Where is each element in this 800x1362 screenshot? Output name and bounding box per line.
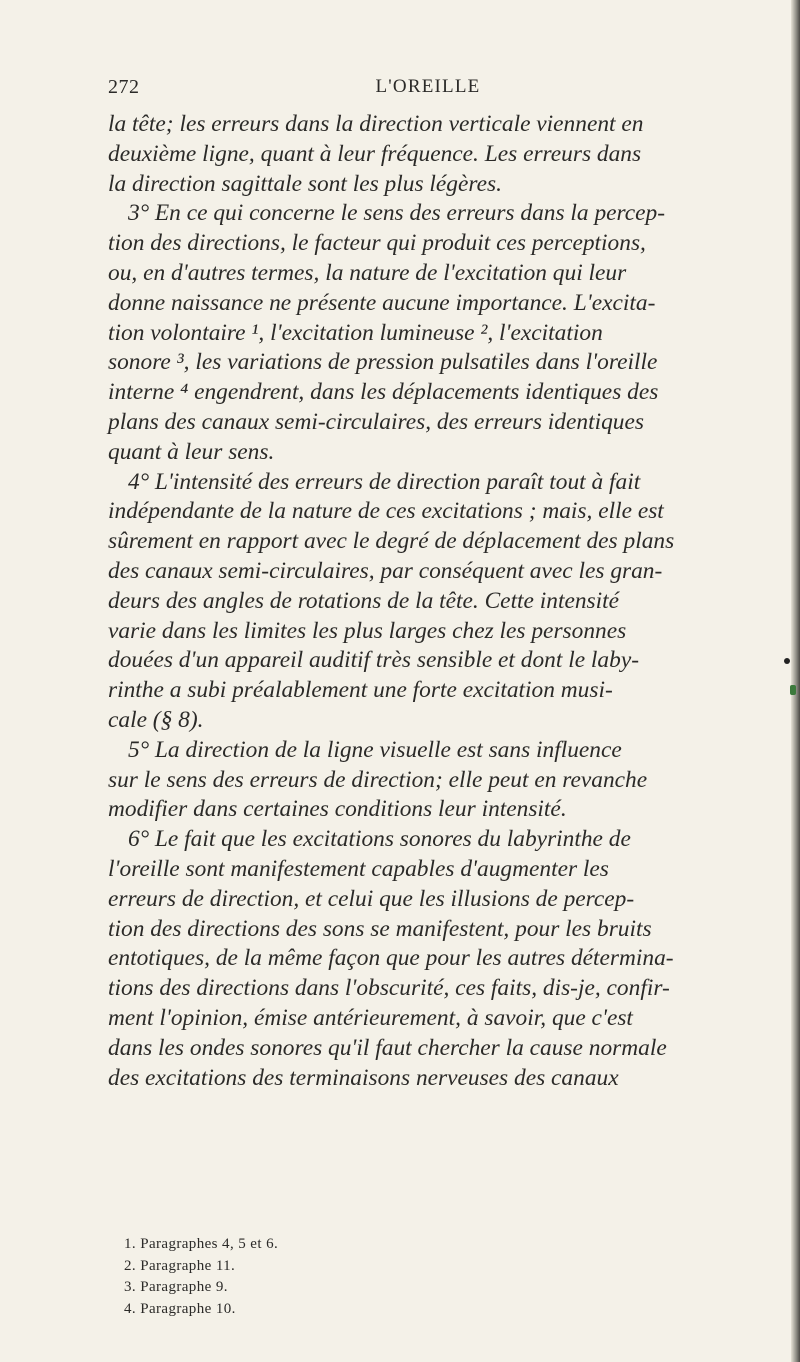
- footnote: 3. Paragraphe 9.: [124, 1279, 228, 1296]
- text-line: quant à leur sens.: [108, 438, 275, 465]
- text-line: sur le sens des erreurs de direction; elle peut en revanche: [108, 766, 648, 793]
- text-line: l'oreille sont manifestement capables d'augmenter les: [108, 855, 609, 882]
- text-line: tion volontaire ¹, l'excitation lumineuse ², l'excitation: [108, 319, 603, 346]
- ink-speck: [784, 658, 790, 664]
- text-line: cale (§ 8).: [108, 706, 204, 733]
- text-line: 5° La direction de la ligne visuelle est sans influence: [128, 736, 622, 763]
- text-line: 4° L'intensité des erreurs de direction paraît tout à fait: [128, 468, 641, 495]
- text-line: des canaux semi-circulaires, par conséquent avec les gran-: [108, 557, 663, 584]
- text-line: tion des directions, le facteur qui produit ces perceptions,: [108, 230, 646, 257]
- page-header: [108, 76, 748, 100]
- text-line: douées d'un appareil auditif très sensible et dont le laby-: [108, 647, 639, 674]
- text-line: donne naissance ne présente aucune importance. L'excita-: [108, 289, 656, 316]
- footnote: 2. Paragraphe 11.: [124, 1257, 236, 1274]
- body-text: [108, 110, 768, 1093]
- margin-mark: [790, 685, 796, 695]
- text-line: sonore ³, les variations de pression pulsatiles dans l'oreille: [108, 349, 658, 376]
- text-line: la direction sagittale sont les plus légères.: [108, 170, 502, 197]
- footnote: 1. Paragraphes 4, 5 et 6.: [124, 1236, 279, 1252]
- text-line: indépendante de la nature de ces excitations ; mais, elle est: [108, 498, 664, 525]
- running-title: L'OREILLE: [375, 76, 481, 97]
- text-line: deuxième ligne, quant à leur fréquence. Les erreurs dans: [108, 140, 642, 167]
- text-line: plans des canaux semi-circulaires, des erreurs identiques: [108, 408, 644, 435]
- page-edge: [791, 0, 800, 1362]
- text-line: erreurs de direction, et celui que les illusions de percep-: [108, 885, 635, 912]
- text-line: deurs des angles de rotations de la tête. Cette intensité: [108, 587, 620, 614]
- text-line: 6° Le fait que les excitations sonores du labyrinthe de: [128, 826, 631, 853]
- text-line: rinthe a subi préalablement une forte excitation musi-: [108, 677, 613, 704]
- text-line: ment l'opinion, émise antérieurement, à savoir, que c'est: [108, 1004, 633, 1031]
- page-number: 272: [108, 76, 140, 98]
- text-line: tions des directions dans l'obscurité, ces faits, dis-je, confir-: [108, 975, 670, 1002]
- text-line: varie dans les limites les plus larges chez les personnes: [108, 617, 627, 644]
- text-line: dans les ondes sonores qu'il faut chercher la cause normale: [108, 1034, 667, 1061]
- text-line: 3° En ce qui concerne le sens des erreurs dans la percep-: [128, 200, 666, 227]
- footnote: 4. Paragraphe 10.: [124, 1300, 236, 1317]
- text-line: des excitations des terminaisons nerveuses des canaux: [108, 1064, 619, 1091]
- text-line: interne ⁴ engendrent, dans les déplacements identiques des: [108, 379, 659, 406]
- footnotes: [124, 1234, 424, 1320]
- text-line: sûrement en rapport avec le degré de déplacement des plans: [108, 528, 675, 555]
- text-line: ou, en d'autres termes, la nature de l'excitation qui leur: [108, 259, 627, 286]
- text-line: tion des directions des sons se manifestent, pour les bruits: [108, 915, 652, 942]
- text-line: la tête; les erreurs dans la direction verticale viennent en: [108, 111, 644, 137]
- text-line: modifier dans certaines conditions leur intensité.: [108, 796, 567, 823]
- text-line: entotiques, de la même façon que pour les autres détermina-: [108, 945, 674, 972]
